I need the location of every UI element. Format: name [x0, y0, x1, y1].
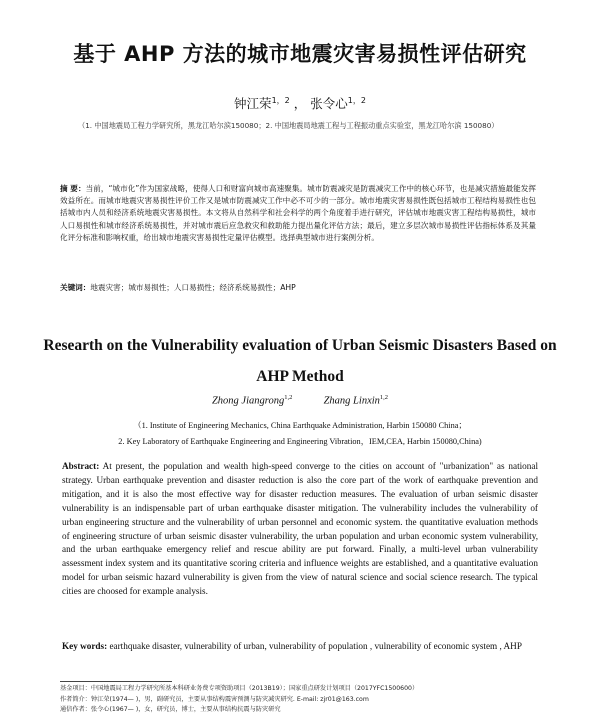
chinese-abstract-label: 摘 要：: [60, 184, 86, 193]
english-author-2-affil-mark: 1,2: [379, 394, 389, 401]
chinese-author-2: 张令心: [310, 96, 348, 111]
english-author-1-affil-mark: 1,2: [284, 394, 293, 401]
chinese-keywords-text: 地震灾害；城市易损性；人口易损性；经济系统易损性；AHP: [90, 283, 296, 292]
chinese-author-2-affil-mark: 1，2: [347, 95, 366, 105]
author-separator: ，: [293, 96, 307, 111]
chinese-abstract: [60, 183, 536, 244]
english-affiliations: [0, 418, 600, 450]
english-abstract-text: At present, the population and wealth high-speed converge to the cities on account of "urbanization" as national strategy. Urban earthquake prevention and disaster reduction is also the core part of the work of earthquake prevention and mitigation, and it is also the most effective way for disaster reduction measures. The evaluation of urban seismic disaster vulnerability is an indispensable part of urban earthquake disaster mitigation. The vulnerability includes the vulnerability of urban engineering structure and the vulnerability of urban personnel and economic system. the quantitative evaluation methods of engineering structure of urban seismic disaster vulnerability, the urban population and urban economic system vulnerability, and the urban earthquake emergency relief and rescue ability are put forward. Finally, a multi-level urban vulnerability assessment index system and its quantitative scoring criteria and influence weights are established, and a quantitative evaluation model for urban seismic hazard vulnerability is given from the view of natural science and social science research. The typical cities are choosed for example analysis.: [62, 461, 538, 597]
english-author-1: Zhong Jiangrong: [211, 395, 285, 407]
footnote-author: 作者简介：钟江荣(1974— )，男，副研究员，主要从事结构震害预测与防灾减灾研究. E-mail: zjr01@163.com: [60, 695, 369, 703]
footnote-divider: [60, 681, 172, 682]
chinese-author-1: 钟江荣: [234, 96, 272, 111]
chinese-abstract-text: 当前，“城市化”作为国家战略，使得人口和财富向城市高速聚集。城市防震减灾是防震减灾工作中的核心环节，也是减灾措施最能发挥效益所在。而城市地震灾害易损性评价工作又是城市防震减灾工作中必不可少的一部分。城市地震灾害易损性既包括城市工程结构易损性也包括城市内人员和经济系统地震灾害易损性。本文将从自然科学和社会科学的两个角度着手进行研究，评估城市地震灾害工程结构易损性，城市人口易损性和城市经济系统易损性，并对城市震后应急救灾和救助能力提出量化评估方法；最后，建立多层次城市易损性评估指标体系及其量化评分标准和影响权重，给出城市地震灾害易损性定量评估模型。选择典型城市进行案例分析。: [60, 184, 536, 242]
english-affiliation-1: （1. Institute of Engineering Mechanics, China Earthquake Administration, Harbin 150080 China；: [133, 421, 467, 430]
english-keywords: [62, 640, 538, 654]
chinese-authors: [0, 94, 600, 112]
english-keywords-label: Key words:: [62, 641, 108, 651]
chinese-author-1-affil-mark: 1，2: [271, 95, 290, 105]
chinese-keywords: [60, 282, 536, 294]
chinese-title: 基于 AHP 方法的城市地震灾害易损性评估研究: [73, 42, 527, 66]
english-abstract-label: Abstract:: [62, 461, 100, 471]
english-keywords-text: earthquake disaster, vulnerability of urban, vulnerability of population , vulnerability of economic system , AHP: [107, 641, 522, 651]
english-title: Researth on the Vulnerability evaluation of Urban Seismic Disasters Based on AHP Method: [43, 337, 557, 385]
english-author-2: Zhang Linxin: [323, 395, 380, 407]
english-abstract: [62, 460, 538, 599]
footnotes: [60, 684, 540, 716]
english-authors: [0, 394, 600, 407]
footnote-fund: 基金项目：中国地震局工程力学研究所基本科研业务费专项资助项目（2013B19）；国家重点研发计划项目（2017YFC1500600）: [60, 685, 419, 692]
chinese-affiliation: （1. 中国地震局工程力学研究所，黑龙江哈尔滨150080；2. 中国地震局地震工程与工程振动重点实验室，黑龙江哈尔滨 150080）: [78, 121, 499, 130]
footnote-correspondence: 通信作者：张令心(1967— )，女，研究员，博士，主要从事结构抗震与防灾研究: [60, 706, 281, 713]
english-affiliation-2: 2. Key Laboratory of Earthquake Engineering and Engineering Vibration，IEM,CEA, Harbin 150080,China): [118, 437, 482, 446]
chinese-keywords-label: 关键词：: [60, 283, 91, 292]
